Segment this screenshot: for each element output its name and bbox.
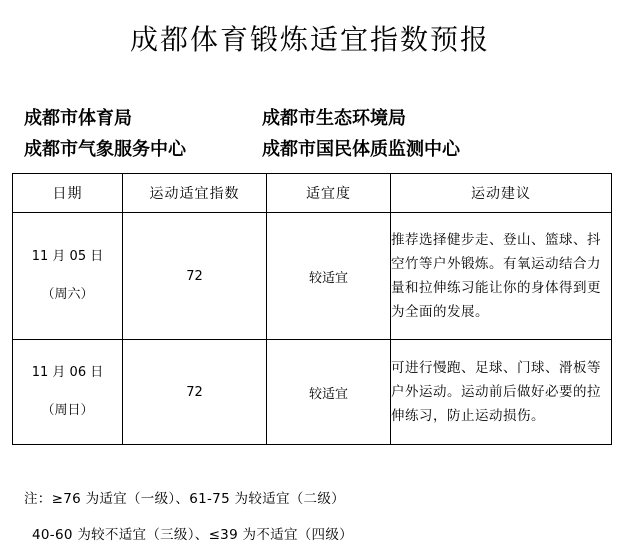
- org-weather-center: 成都市气象服务中心: [24, 139, 186, 160]
- table-header-row: [13, 174, 612, 213]
- date-text: 11 月 05 日: [31, 249, 104, 264]
- header-level: 适宜度: [267, 174, 391, 213]
- weekday-text: （周日）: [41, 403, 94, 418]
- date-text: 11 月 06 日: [31, 365, 104, 380]
- org-sports-bureau: 成都市体育局: [24, 108, 132, 129]
- header-date: 日期: [13, 174, 123, 213]
- date-cell: [13, 340, 123, 445]
- header-index: 运动适宜指数: [123, 174, 267, 213]
- level-value: 较适宜: [267, 340, 391, 445]
- org-fitness-center: 成都市国民体质监测中心: [262, 139, 460, 160]
- note-line-2: 40-60 为较不适宜（三级）、≤39 为不适宜（四级）: [32, 527, 353, 543]
- forecast-table: [12, 173, 612, 445]
- org-ecology-bureau: 成都市生态环境局: [262, 108, 406, 129]
- index-value: 72: [123, 340, 267, 445]
- weekday-text: （周六）: [41, 287, 94, 302]
- table-row: [13, 340, 612, 445]
- date-cell: [13, 213, 123, 340]
- advice-text: 可进行慢跑、足球、门球、滑板等户外运动。运动前后做好必要的拉伸练习，防止运动损伤。: [391, 340, 612, 445]
- note-line-1: 注：≥76 为适宜（一级）、61-75 为较适宜（二级）: [24, 491, 345, 507]
- index-value: 72: [123, 213, 267, 340]
- table-row: [13, 213, 612, 340]
- header-advice: 运动建议: [391, 174, 612, 213]
- advice-text: 推荐选择健步走、登山、篮球、抖空竹等户外锻炼。有氧运动结合力量和拉伸练习能让你的身体得到更为全面的发展。: [391, 213, 612, 340]
- page-title: 成都体育锻炼适宜指数预报: [130, 23, 491, 56]
- level-value: 较适宜: [267, 213, 391, 340]
